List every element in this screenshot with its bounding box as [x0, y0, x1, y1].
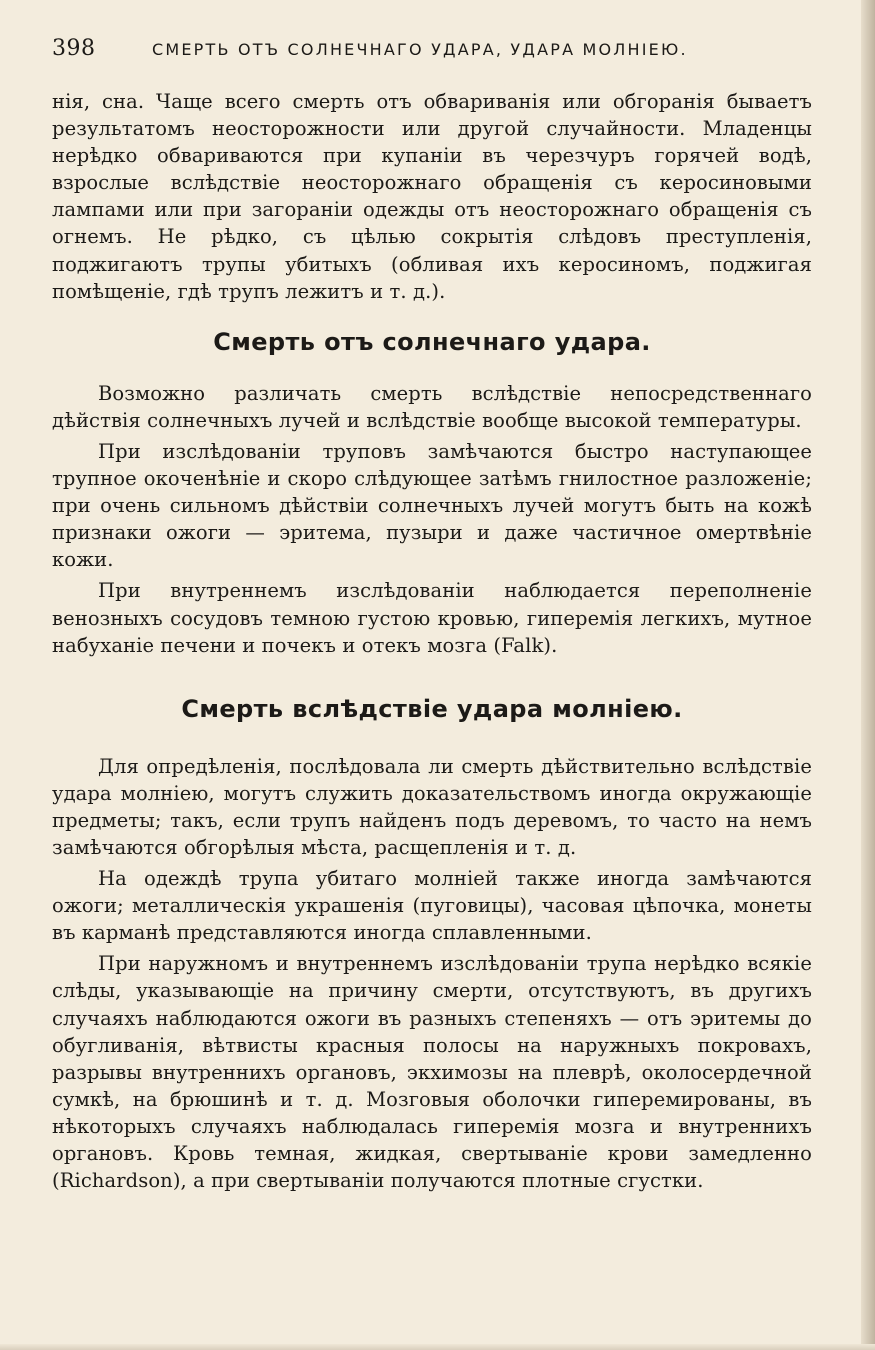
page-header — [52, 36, 812, 68]
section-heading-lightning: Смерть вслѣдствіе удара молніею. — [181, 694, 683, 723]
running-title: СМЕРТЬ ОТЪ СОЛНЕЧНАГО УДАРА, УДАРА МОЛНІЕЮ. — [152, 40, 688, 59]
intro-paragraph: нія, сна. Чаще всего смерть отъ обвариванія или обгоранія бываетъ результатомъ неосторожности или другой случайности. Младенцы нерѣдко обвариваются при купаніи въ черезчуръ горячей водѣ, взрослые вслѣдствіе неосторожнаго обращенія съ керосиновыми лампами или при загораніи одежды отъ неосторожнаго обращенія съ огнемъ. Не рѣдко, съ цѣлью сокрытія слѣдовъ преступленія, поджигаютъ трупы убитыхъ (обливая ихъ керосиномъ, поджигая помѣщеніе, гдѣ трупъ лежитъ и т. д.). — [52, 90, 812, 303]
section-heading-sunstroke: Смерть отъ солнечнаго удара. — [213, 327, 651, 356]
page-edge-shadow — [861, 0, 875, 1350]
paragraph-sunstroke-3: При внутреннемъ изслѣдованіи наблюдается переполненіе венозныхъ сосудовъ темною густою кровью, гиперемія легкихъ, мутное набуханіе печени и почекъ и отекъ мозга (Falk). — [52, 579, 812, 657]
paragraph-sunstroke-1: Возможно различать смерть вслѣдствіе непосредственнаго дѣйствія солнечныхъ лучей и вслѣдствіе вообще высокой температуры. — [52, 381, 812, 432]
page-bottom-edge — [0, 1344, 875, 1350]
paragraph-lightning-1: Для опредѣленія, послѣдовала ли смерть дѣйствительно вслѣдствіе удара молніею, могутъ служить доказательствомъ иногда окружающіе предметы; такъ, если трупъ найденъ подъ деревомъ, то часто на немъ замѣчаются обгорѣлыя мѣста, расщепленія и т. д. — [52, 754, 812, 859]
paragraph-lightning-2: На одеждѣ трупа убитаго молніей также иногда замѣчаются ожоги; металлическія украшенія (пуговицы), часовая цѣпочка, монеты въ карманѣ представляются иногда сплавленными. — [52, 867, 812, 945]
paragraph-sunstroke-2: При изслѣдованіи труповъ замѣчаются быстро наступающее трупное окоченѣніе и скоро слѣдующее затѣмъ гнилостное разложеніе; при очень сильномъ дѣйствіи солнечныхъ лучей могутъ быть на кожѣ признаки ожоги — эритема, пузыри и даже частичное омертвѣніе кожи. — [52, 439, 812, 572]
paragraph-lightning-3: При наружномъ и внутреннемъ изслѣдованіи трупа нерѣдко всякіе слѣды, указывающіе на причину смерти, отсутствуютъ, въ другихъ случаяхъ наблюдаются ожоги въ разныхъ степеняхъ — отъ эритемы до обугливанія, вѣтвисты красныя полосы на наружныхъ покровахъ, разрывы внутреннихъ органовъ, экхимозы на плеврѣ, околосердечной сумкѣ, на брюшинѣ и т. д. Мозговыя оболочки гиперемированы, въ нѣкоторыхъ случаяхъ наблюдалась гиперемія мозга и внутреннихъ органовъ. Кровь темная, жидкая, свертываніе крови замедленно (Richardson), а при свертываніи получаются плотные сгустки. — [52, 952, 812, 1193]
page-number: 398 — [52, 36, 96, 61]
page-body — [52, 88, 812, 1198]
